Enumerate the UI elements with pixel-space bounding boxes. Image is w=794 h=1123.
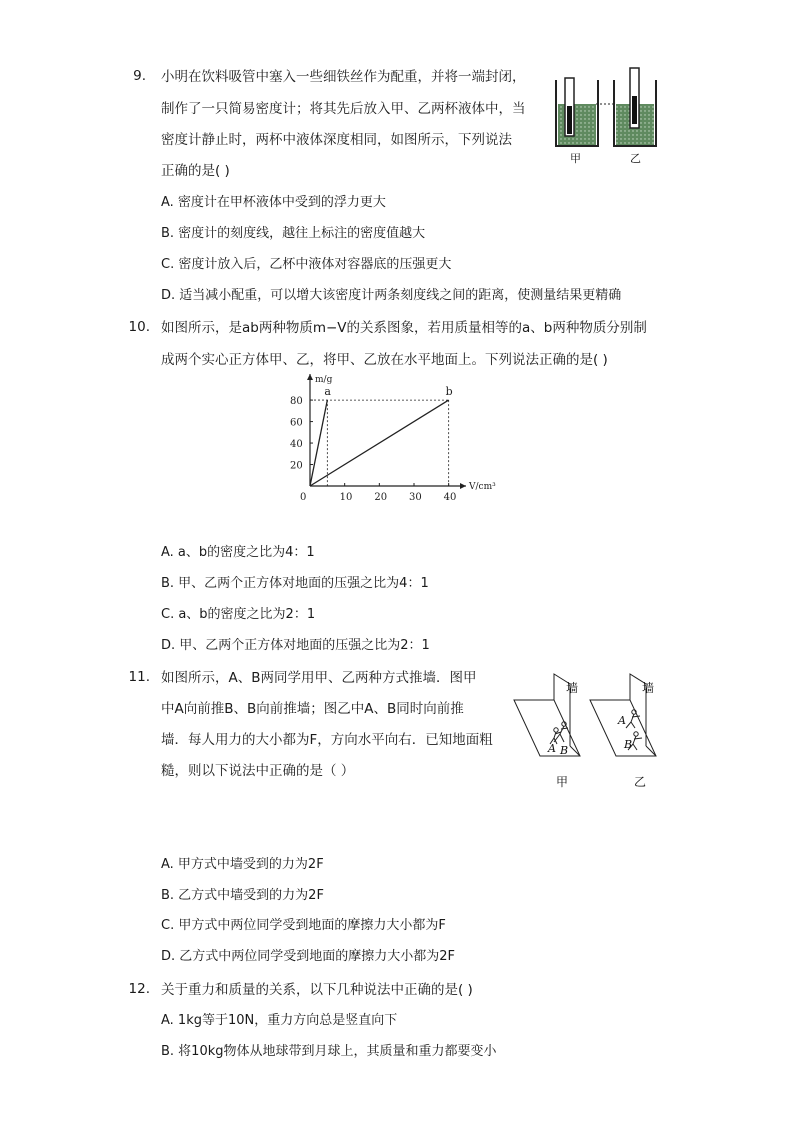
figure-label-jia: 甲 (570, 152, 581, 165)
question-9-number: 9. (133, 68, 146, 84)
figure-label-yi: 乙 (630, 152, 641, 165)
y-tick-label: 80 (290, 396, 303, 408)
question-10-number: 10. (128, 319, 150, 335)
question-12-option-b: B. 将10kg物体从地球带到月球上，其质量和重力都要变小 (161, 1044, 497, 1059)
question-12-line-1: 关于重力和质量的关系，以下几种说法中正确的是( ) (161, 982, 473, 998)
question-11-line-3: 墙．每人用力的大小都为F，方向水平向右．已知地面粗 (161, 732, 493, 748)
question-9-option-d: D. 适当减小配重，可以增大该密度计两条刻度线之间的距离，使测量结果更精确 (161, 288, 622, 303)
beaker-jia (556, 78, 598, 146)
push-wall-figure (510, 672, 670, 792)
question-11-line-4: 糙，则以下说法中正确的是（ ） (161, 763, 355, 779)
question-9-line-1: 小明在饮料吸管中塞入一些细铁丝作为配重，并将一端封闭， (161, 69, 526, 85)
x-tick-label: 0 (300, 492, 307, 503)
x-tick-label: 10 (339, 492, 353, 503)
question-11-option-a: A. 甲方式中墙受到的力为2F (161, 857, 324, 872)
question-11-option-d: D. 乙方式中两位同学受到地面的摩擦力大小都为2F (161, 949, 456, 964)
wall-label-yi: 墙 (642, 681, 655, 695)
question-9-line-3: 密度计静止时，两杯中液体深度相同，如图所示，下列说法 (161, 132, 512, 148)
series-label-b: b (445, 385, 453, 399)
person-a-label-yi: A (618, 714, 626, 727)
densimeter-figure (548, 66, 664, 168)
x-axis-label: V/cm³ (469, 482, 496, 492)
x-tick-label: 30 (409, 492, 422, 503)
person-a-label-jia: A (548, 742, 556, 755)
question-11-number: 11. (128, 669, 150, 685)
y-tick-label: 20 (290, 460, 303, 472)
question-10-option-d: D. 甲、乙两个正方体对地面的压强之比为2：1 (161, 638, 430, 653)
question-9-option-a: A. 密度计在甲杯液体中受到的浮力更大 (161, 195, 386, 210)
y-axis-arrow (307, 374, 313, 380)
question-10-line-2: 成两个实心正方体甲、乙，将甲、乙放在水平地面上。下列说法正确的是( ) (161, 352, 608, 368)
y-axis-label: m/g (315, 375, 333, 385)
question-9-line-2: 制作了一只简易密度计；将其先后放入甲、乙两杯液体中，当 (161, 101, 526, 117)
question-11-option-b: B. 乙方式中墙受到的力为2F (161, 888, 324, 903)
question-11-line-2: 中A向前推B、B向前推墙；图乙中A、B同时向前推 (161, 701, 464, 717)
question-10-option-c: C. a、b的密度之比为2：1 (161, 607, 316, 622)
question-10-option-b: B. 甲、乙两个正方体对地面的压强之比为4：1 (161, 576, 429, 591)
person-b-label-yi: B (624, 738, 633, 751)
question-9-option-b: B. 密度计的刻度线，越往上标注的密度值越大 (161, 226, 426, 241)
figure-label-yi-11: 乙 (634, 775, 647, 789)
series-line-b (310, 400, 449, 486)
beaker-yi (614, 68, 656, 146)
figure-label-jia-11: 甲 (556, 775, 569, 789)
x-tick-label: 20 (374, 492, 388, 503)
question-9-option-c: C. 密度计放入后，乙杯中液体对容器底的压强更大 (161, 257, 452, 272)
question-11-option-c: C. 甲方式中两位同学受到地面的摩擦力大小都为F (161, 918, 446, 933)
question-11-line-1: 如图所示，A、B两同学用甲、乙两种方式推墙．图甲 (161, 670, 477, 686)
person-b-label-jia: B (560, 744, 569, 757)
question-9-line-4: 正确的是( ) (161, 163, 230, 179)
question-10-option-a: A. a、b的密度之比为4：1 (161, 545, 315, 560)
question-12-number: 12. (128, 981, 150, 997)
series-label-a: a (324, 385, 331, 399)
question-10-line-1: 如图所示，是ab两种物质m−V的关系图象，若用质量相等的a、b两种物质分别制 (161, 320, 647, 336)
y-tick-label: 60 (290, 417, 303, 429)
wall-label-jia: 墙 (566, 681, 579, 695)
question-12-option-a: A. 1kg等于10N，重力方向总是竖直向下 (161, 1013, 398, 1028)
x-tick-label: 40 (443, 492, 457, 503)
mass-volume-chart (276, 368, 508, 508)
x-axis-arrow (460, 483, 466, 489)
y-tick-label: 40 (290, 439, 303, 451)
